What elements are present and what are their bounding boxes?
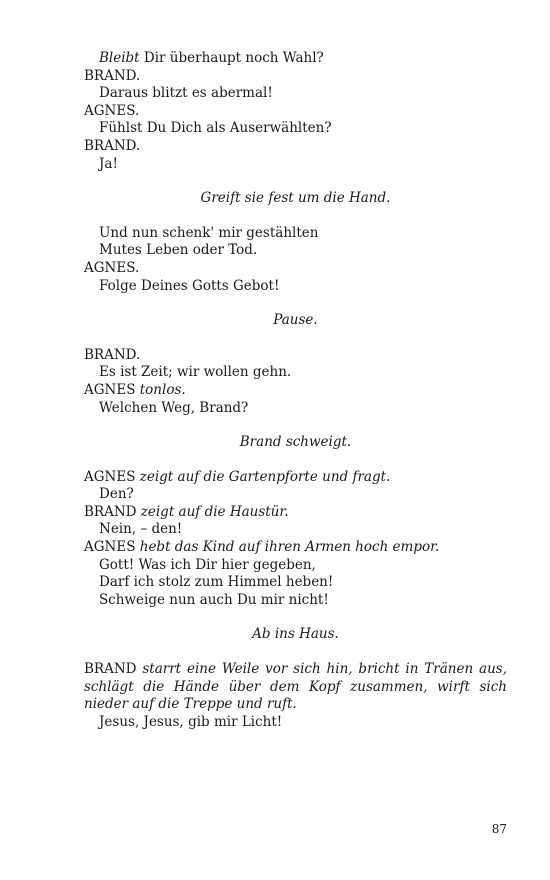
speaker-name: AGNES bbox=[84, 539, 140, 556]
verse-line: Daraus blitzt es abermal! bbox=[99, 85, 273, 102]
stage-direction: Brand schweigt. bbox=[239, 434, 352, 451]
verse-line: Nein, – den! bbox=[99, 521, 183, 538]
dialogue-text bbox=[84, 50, 507, 731]
verse-line: Folge Deines Gotts Gebot! bbox=[99, 277, 280, 294]
verse-line: Den? bbox=[99, 486, 134, 503]
stage-direction: starrt eine Weile vor sich hin, bricht in Tränen aus, schlägt die Hände über dem Kopf zusammen, wirft sich nieder auf die Treppe und ruft. bbox=[84, 661, 507, 713]
verse-line: Es ist Zeit; wir wollen gehn. bbox=[99, 364, 292, 381]
speaker-line bbox=[84, 504, 507, 522]
verse-line bbox=[84, 50, 507, 68]
verse-line: Mutes Leben oder Tod. bbox=[99, 242, 258, 259]
stage-direction: Ab ins Haus. bbox=[252, 626, 339, 643]
verse-line: Darf ich stolz zum Himmel heben! bbox=[99, 574, 334, 591]
speaker-name: AGNES. bbox=[84, 102, 140, 119]
speaker-name: AGNES. bbox=[84, 259, 140, 276]
verse-line: Welchen Weg, Brand? bbox=[99, 399, 249, 416]
verse-line: Und nun schenk' mir gestählten bbox=[99, 224, 319, 241]
speaker-name: BRAND. bbox=[84, 346, 141, 363]
page-number: 87 bbox=[491, 822, 507, 836]
speaker-name: BRAND. bbox=[84, 67, 141, 84]
verse-line: Schweige nun auch Du mir nicht! bbox=[99, 591, 329, 608]
verse-text: Dir überhaupt noch Wahl? bbox=[139, 50, 324, 66]
verse-line: Jesus, Jesus, gib mir Licht! bbox=[99, 713, 283, 730]
stage-direction: hebt das Kind auf ihren Armen hoch empor. bbox=[139, 539, 440, 556]
speaker-line bbox=[84, 539, 507, 557]
speaker-name: BRAND. bbox=[84, 137, 141, 154]
verse-line: Ja! bbox=[99, 155, 118, 172]
speaker-line bbox=[84, 661, 507, 714]
stage-direction: zeigt auf die Haustür. bbox=[140, 503, 289, 520]
speaker-line bbox=[84, 469, 507, 487]
stage-direction: tonlos. bbox=[139, 381, 186, 398]
speaker-name: AGNES bbox=[84, 381, 140, 398]
verse-line: Fühlst Du Dich als Auserwählten? bbox=[99, 120, 332, 137]
speaker-name: BRAND bbox=[84, 503, 141, 520]
stage-direction: Greift sie fest um die Hand. bbox=[200, 190, 391, 207]
stage-direction: Pause. bbox=[273, 312, 318, 329]
stage-direction: zeigt auf die Gartenpforte und fragt. bbox=[139, 468, 391, 485]
speaker-name: AGNES bbox=[84, 468, 140, 485]
speaker-line bbox=[84, 382, 507, 400]
stage-direction: Bleibt bbox=[99, 50, 140, 66]
speaker-name: BRAND bbox=[84, 661, 143, 678]
verse-line: Gott! Was ich Dir hier gegeben, bbox=[99, 556, 316, 573]
